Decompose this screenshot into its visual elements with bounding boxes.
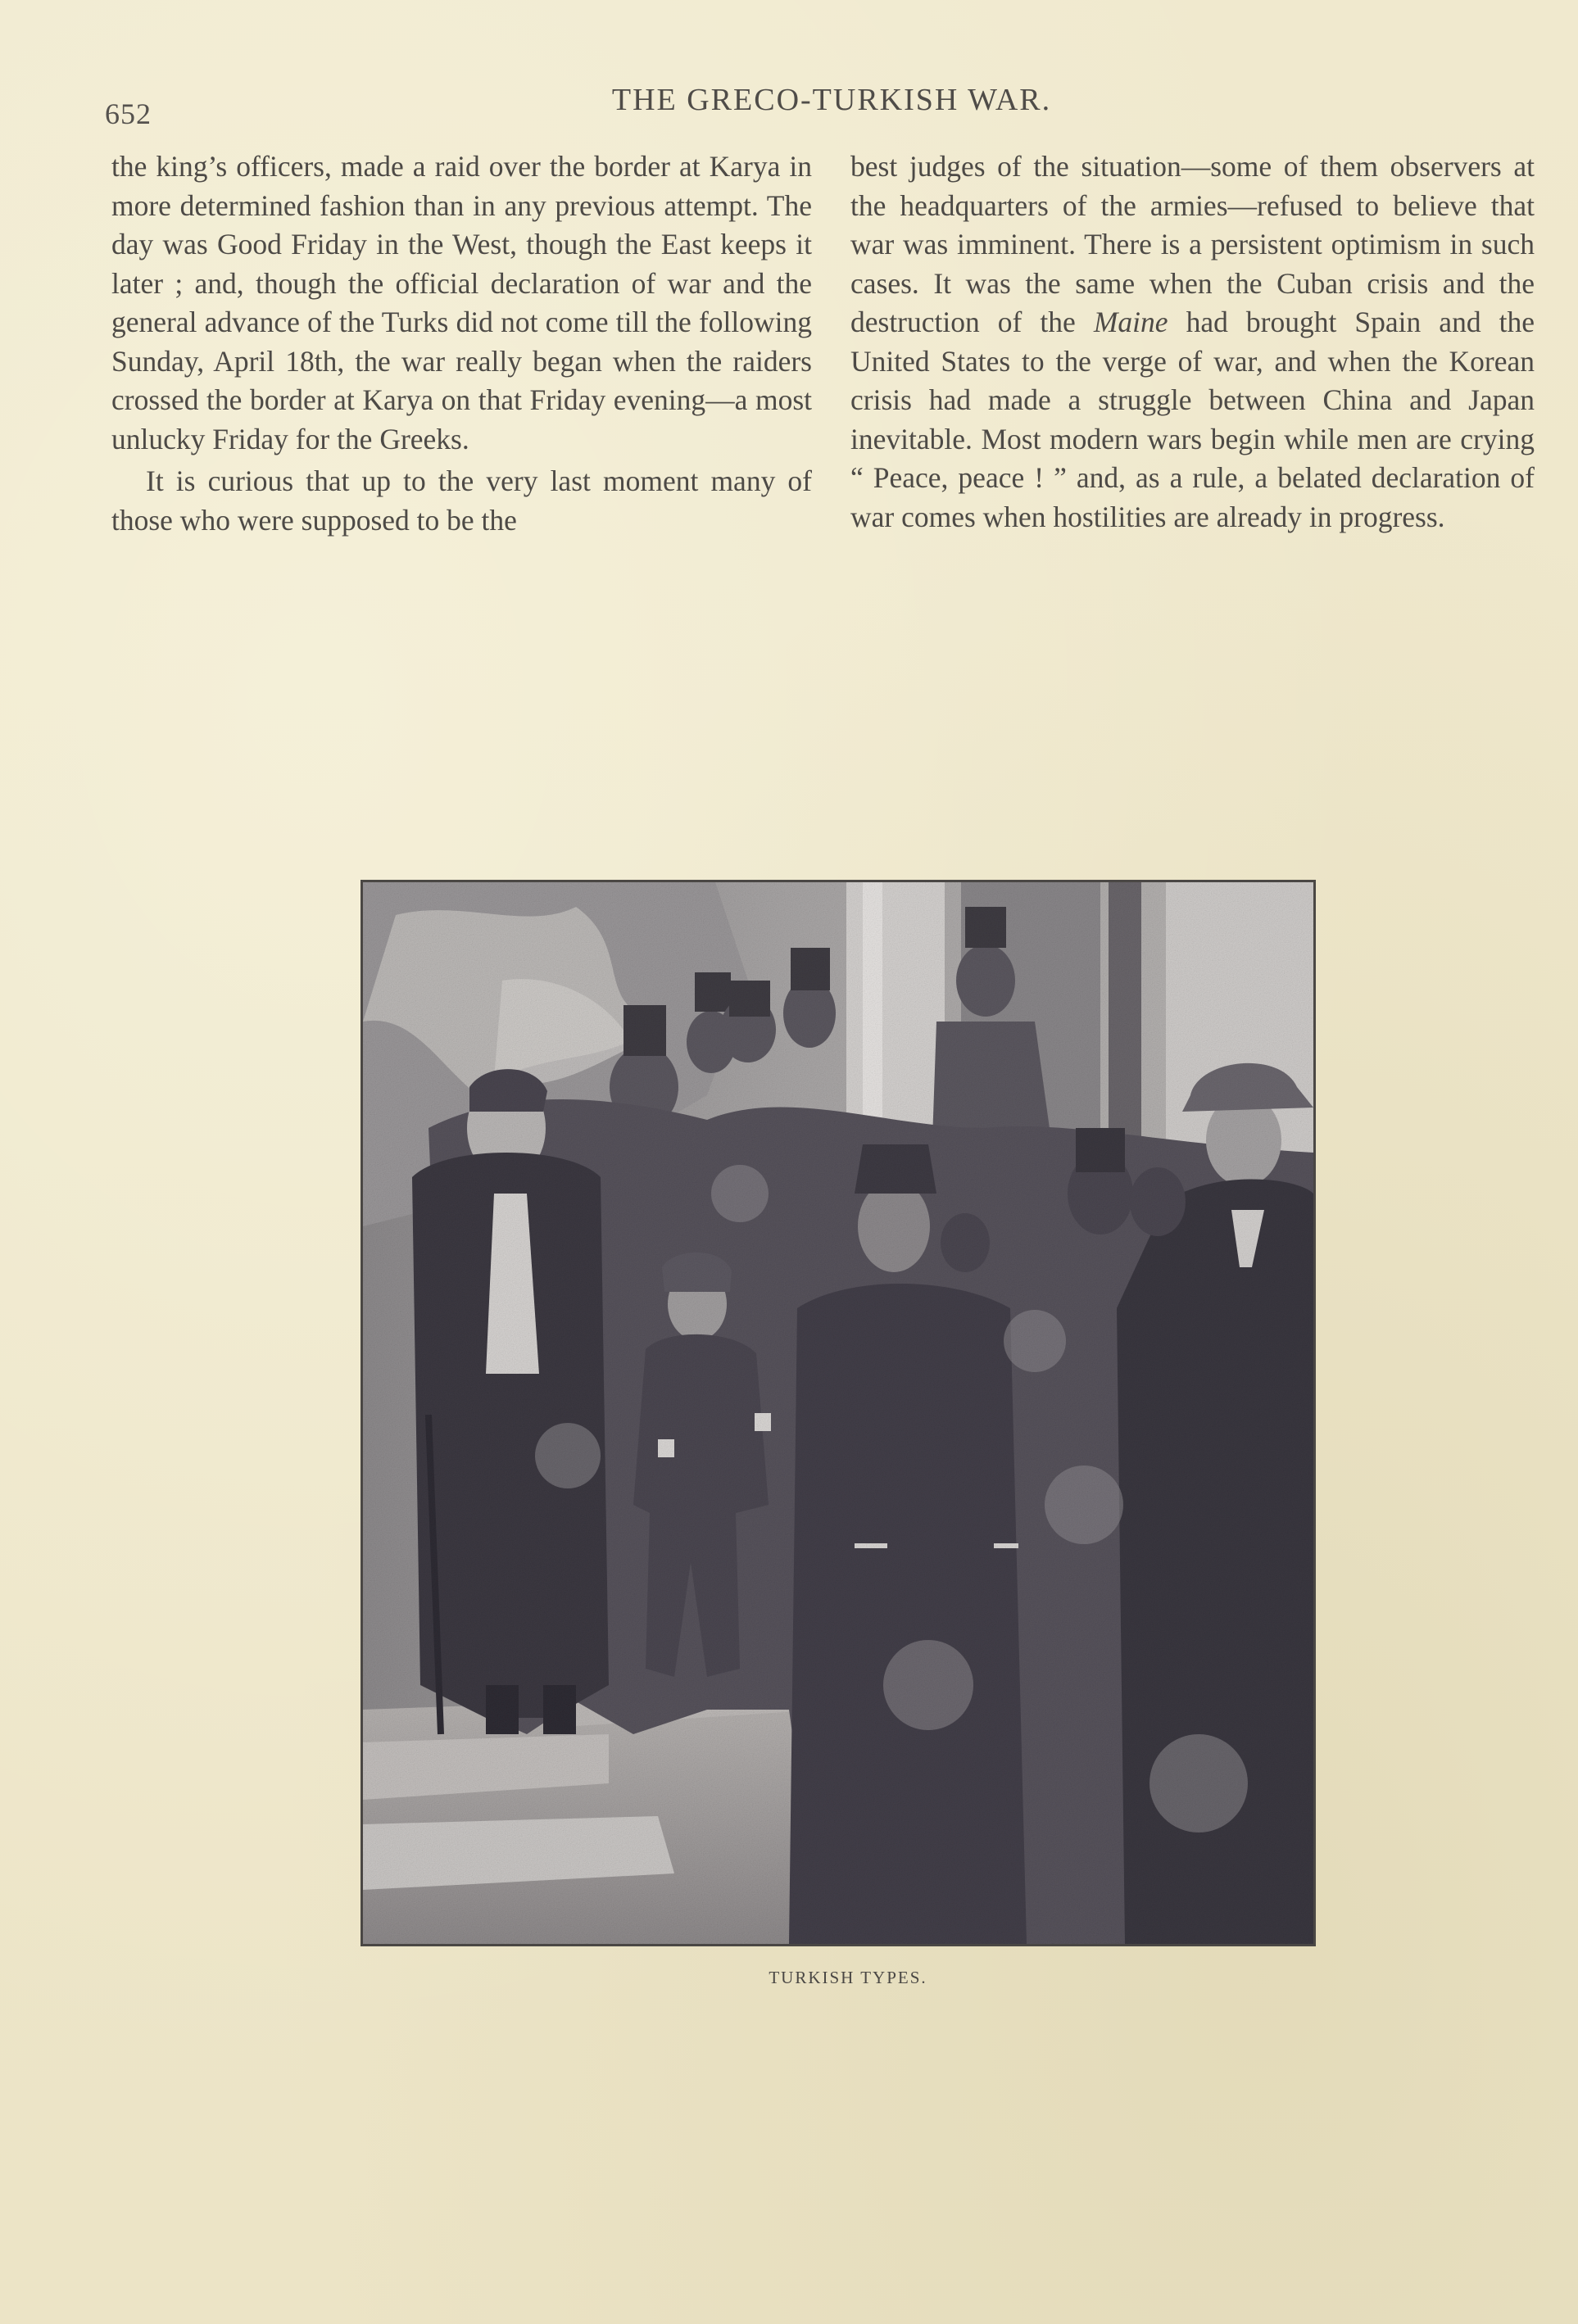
left-paragraph-2: It is curious that up to the very last moment many of those who were supposed to be the	[111, 464, 812, 537]
running-head: THE GRECO-TURKISH WAR.	[611, 83, 1052, 117]
photograph-turkish-types	[360, 880, 1316, 1946]
figure-caption: TURKISH TYPES.	[769, 1968, 927, 1987]
ship-name-italic: Maine	[1093, 306, 1168, 338]
photograph-illustration	[363, 882, 1313, 1944]
left-text-column	[111, 147, 812, 540]
right-text-after-italic: had brought Spain and the United States to the verge of war, and when the Korean crisis had made a struggle between China and Japan inevitable. Most modern wars begin while men are crying “ Peace, peace ! ” and, as a rule, a belated declaration of war comes when hostilities are already in progress.	[850, 306, 1535, 533]
page-number: 652	[105, 97, 152, 130]
right-text-column	[850, 147, 1535, 537]
left-paragraph-1: the king’s officers, made a raid over the border at Karya in more determined fashion than in any previous attempt. The day was Good Friday in the West, though the East keeps it later ; and, though the official declaration of war and the general advance of the Turks did not come till the following Sunday, April 18th, the war really began when the raiders crossed the border at Karya on that Friday evening—a most unlucky Friday for the Greeks.	[111, 150, 812, 455]
right-text-before-italic: best judges of the situation—some of them observers at the headquarters of the armies—refused to believe that war was imminent. There is a persistent optimism in such cases. It was the same when the Cuban crisis and the destruction of the	[850, 150, 1535, 338]
right-paragraph-1	[850, 147, 1535, 537]
